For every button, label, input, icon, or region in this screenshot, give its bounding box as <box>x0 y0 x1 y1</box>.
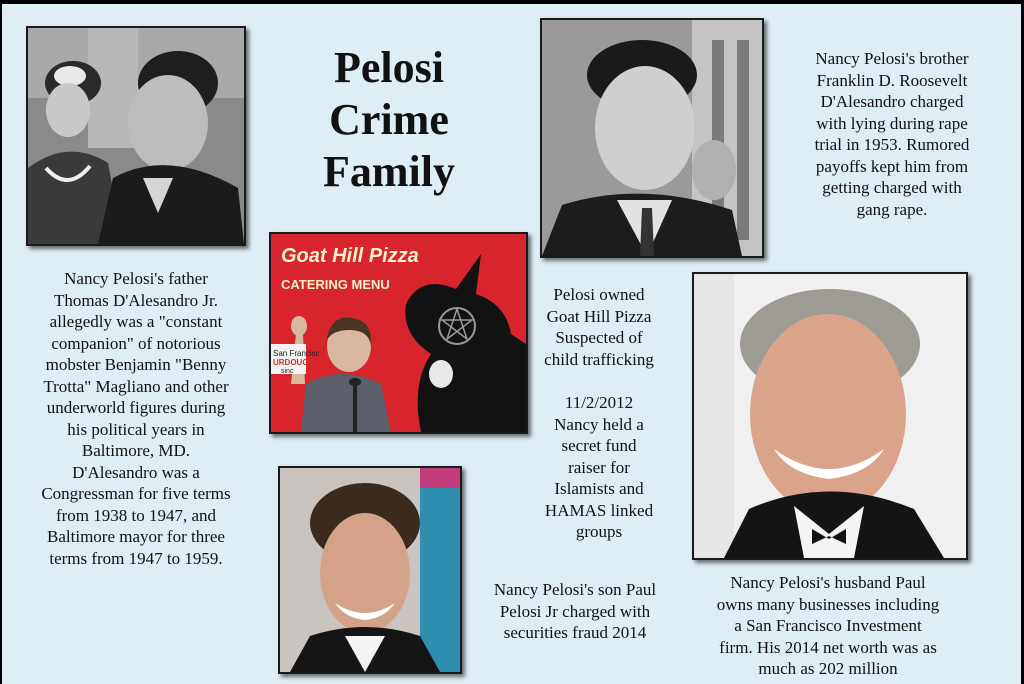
sign-line-3: sinc <box>281 368 294 375</box>
photo-goat-hill-pizza <box>269 232 528 434</box>
caption-line: Franklin D. Roosevelt <box>816 70 968 90</box>
caption-line: child trafficking <box>544 349 654 369</box>
caption-line: Islamists and <box>554 479 644 498</box>
caption-line: terms from 1947 to 1959. <box>49 548 223 568</box>
sign-line-1: San Francisc <box>273 349 320 358</box>
caption-line: Thomas D'Alesandro Jr. <box>53 290 219 310</box>
photo-husband <box>692 272 968 560</box>
title-line-2: Crime <box>329 95 449 144</box>
caption-line: firm. His 2014 net worth was as <box>719 637 937 657</box>
caption-line: secret fund <box>561 436 637 455</box>
caption-line: Nancy Pelosi's brother <box>815 49 969 68</box>
caption-line: Nancy Pelosi's son Paul <box>493 580 657 599</box>
caption-line: gang rape. <box>856 199 928 219</box>
caption-line: payoffs kept him from <box>815 156 969 176</box>
sign-line-2: URDOUGH <box>273 358 315 367</box>
pizza-menu-text: CATERING MENU <box>281 277 390 292</box>
caption-line: Nancy Pelosi's husband Paul <box>730 573 926 592</box>
caption-line: Baltimore, MD. <box>81 441 191 460</box>
caption-line: owns many businesses including <box>716 594 940 614</box>
photo-brother <box>540 18 764 258</box>
caption-line: companion" of notorious <box>51 333 221 353</box>
photo-son <box>278 466 462 674</box>
caption-line: Pelosi Jr charged with <box>499 601 651 621</box>
caption-husband <box>692 572 964 680</box>
caption-line: Baltimore mayor for three <box>47 527 225 546</box>
caption-line: Pelosi owned <box>553 285 645 304</box>
photo-father <box>26 26 246 246</box>
pizza-brand-text: Goat Hill Pizza <box>281 245 419 267</box>
caption-line: D'Alesandro charged <box>820 92 964 111</box>
caption-line: his political years in <box>67 419 205 439</box>
caption-line: Suspected of <box>555 328 643 347</box>
caption-line: allegedly was a "constant <box>49 312 223 331</box>
microphone-icon <box>353 384 357 432</box>
caption-line: Congressman for five terms <box>41 484 231 503</box>
caption-line: with lying during rape <box>816 113 968 133</box>
caption-line: Trotta" Magliano and other <box>43 376 229 396</box>
caption-line: 11/2/2012 <box>564 393 634 412</box>
caption-line: much as 202 million <box>758 659 898 678</box>
caption-line: Goat Hill Pizza <box>546 306 652 326</box>
caption-line: securities fraud 2014 <box>503 623 647 642</box>
caption-line: a San Francisco Investment <box>734 616 922 635</box>
title-line-3: Family <box>323 147 455 196</box>
caption-fundraiser <box>534 392 664 543</box>
caption-pizza <box>524 284 674 370</box>
caption-line: mobster Benjamin "Benny <box>45 355 227 374</box>
caption-line: HAMAS linked <box>544 500 654 520</box>
caption-line: from 1938 to 1947, and <box>55 505 217 525</box>
caption-brother <box>772 48 1012 220</box>
caption-line: getting charged with <box>822 178 962 197</box>
caption-father <box>10 268 262 569</box>
caption-line: raiser for <box>568 457 630 477</box>
caption-line: Nancy Pelosi's father <box>64 269 208 288</box>
caption-son <box>460 579 690 644</box>
page-title <box>284 42 494 198</box>
title-line-1: Pelosi <box>334 43 444 92</box>
caption-line: D'Alesandro was a <box>72 462 200 482</box>
caption-line: underworld figures during <box>46 398 226 417</box>
caption-line: trial in 1953. Rumored <box>814 135 970 154</box>
caption-line: Nancy held a <box>554 414 644 434</box>
caption-line: groups <box>575 522 623 541</box>
